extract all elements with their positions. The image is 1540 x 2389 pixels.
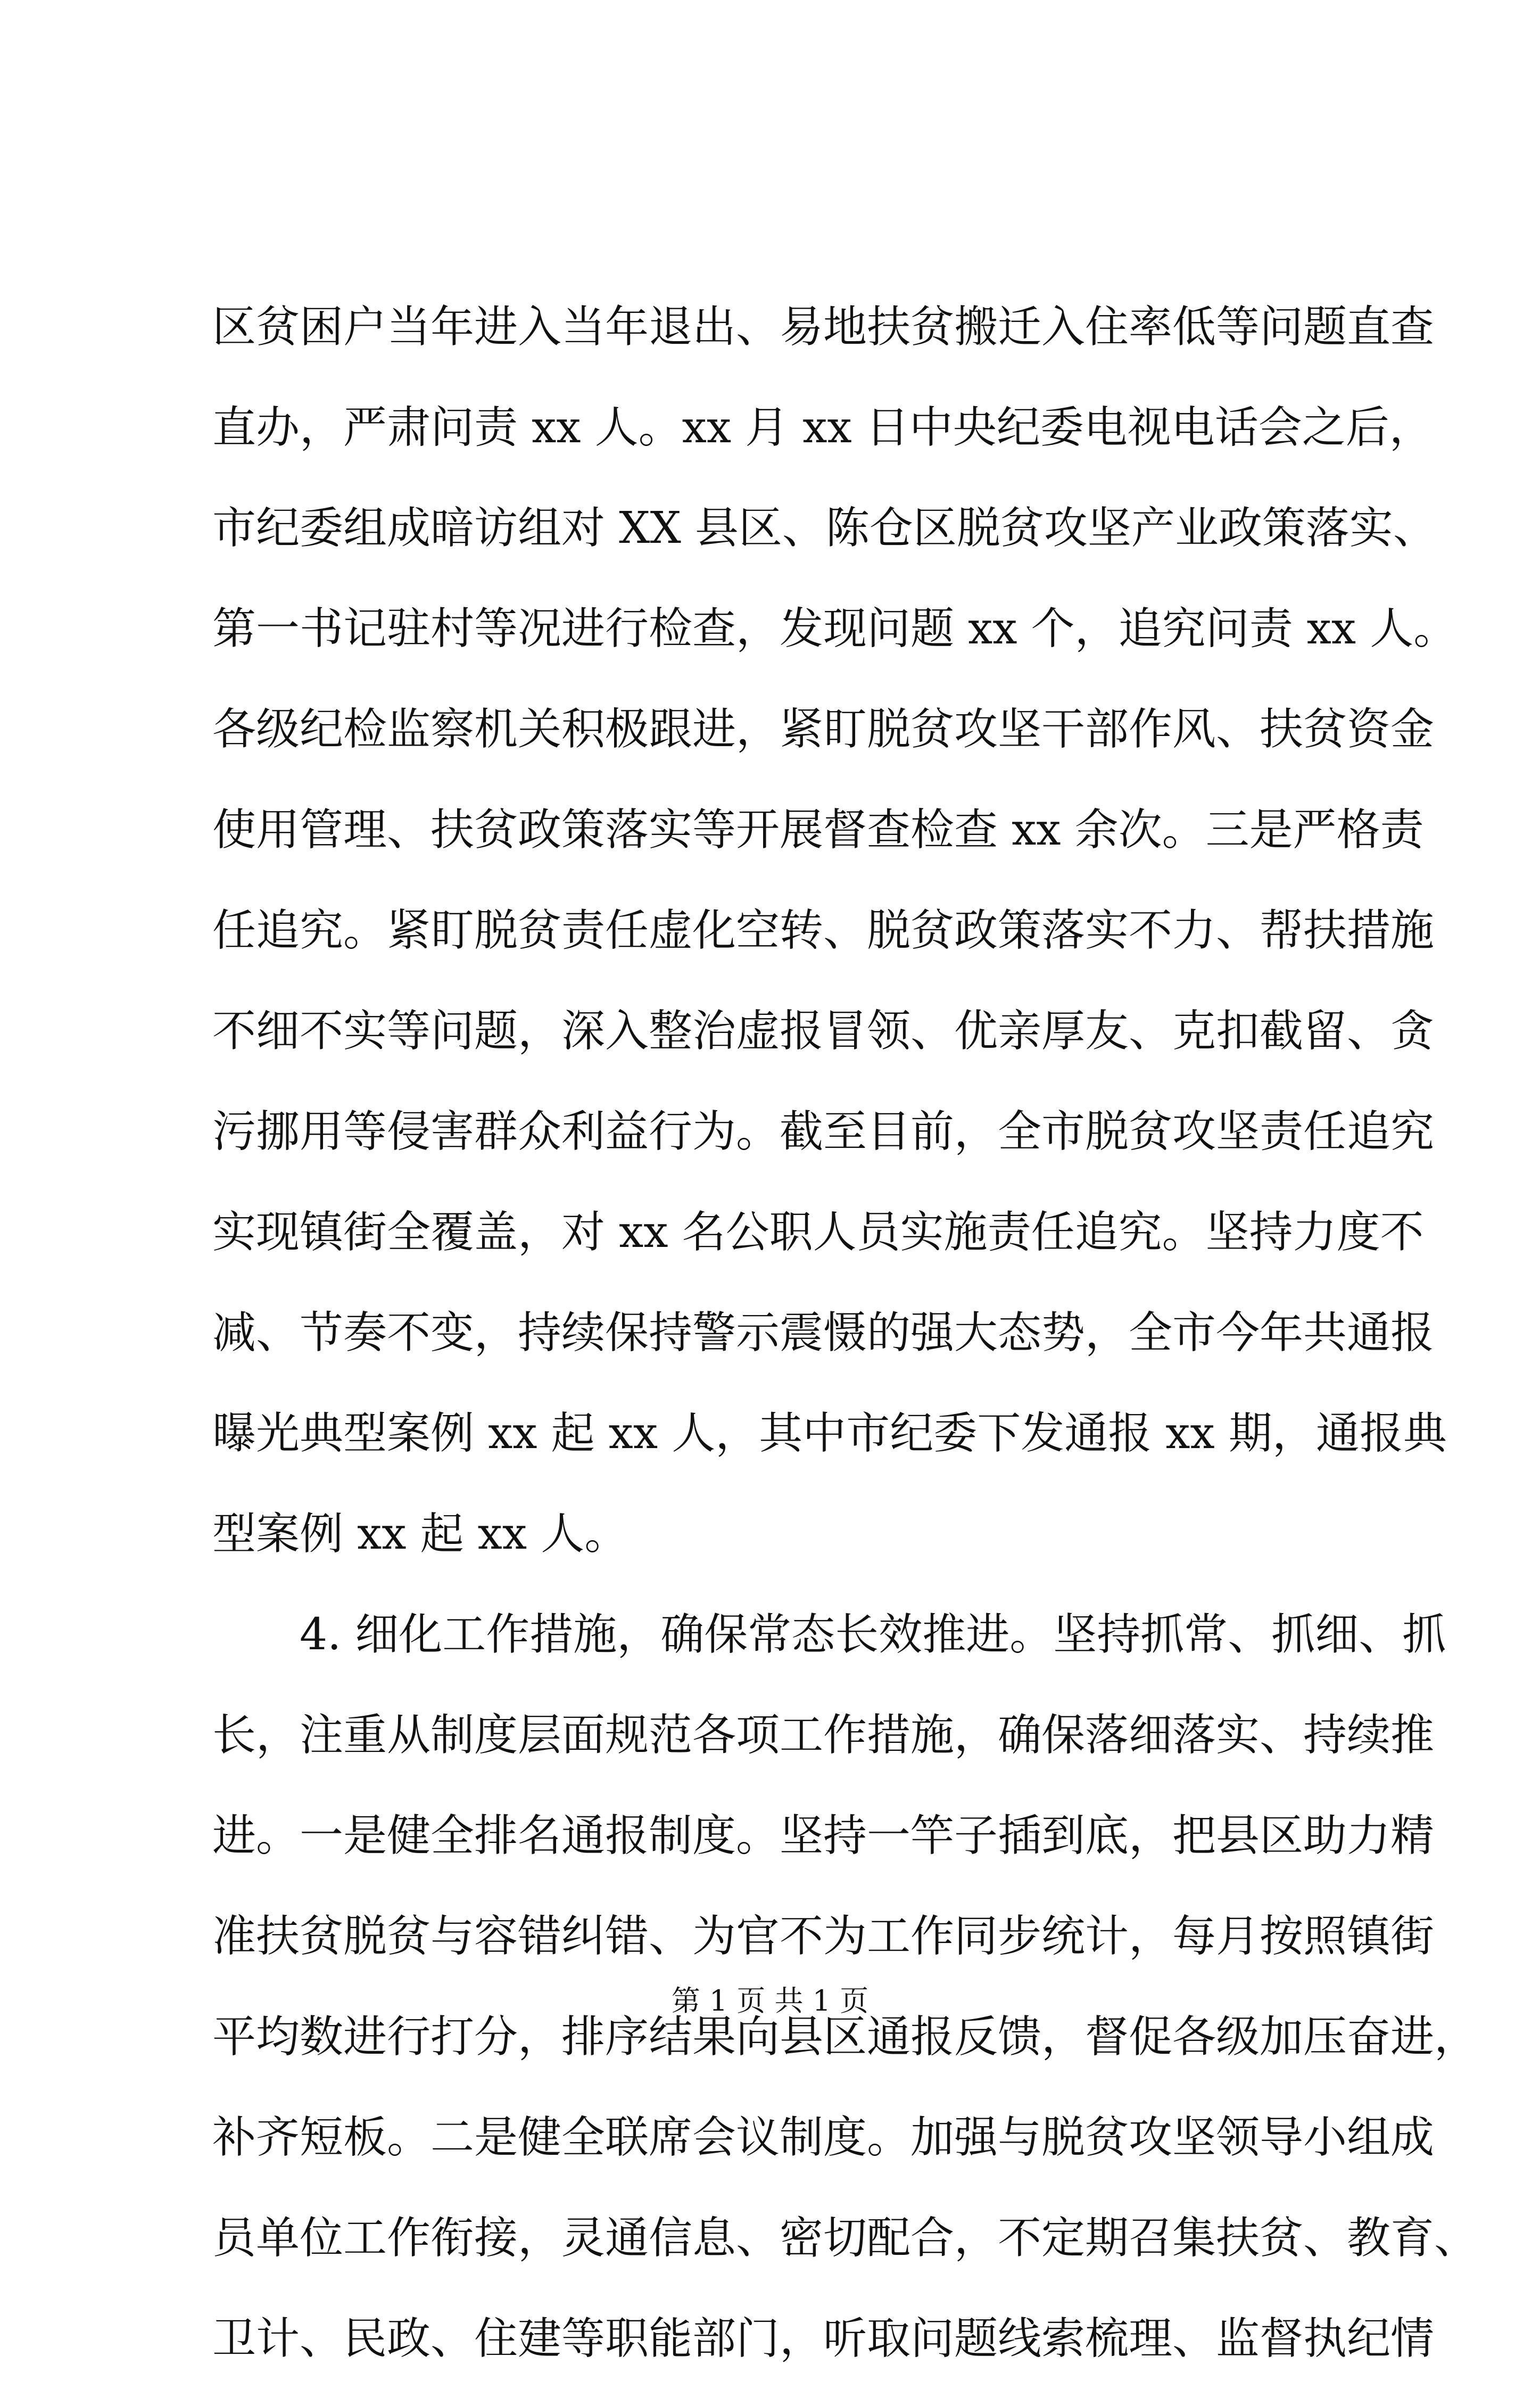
page-footer: 第 1 页 共 1 页 (671, 1984, 869, 2018)
text-line: 任追究。紧盯脱贫责任虚化空转、脱贫政策落实不力、帮扶措施 (212, 905, 1435, 956)
text-line: 进。一是健全排名通报制度。坚持一竿子插到底，把县区助力精 (212, 1811, 1435, 1861)
text-line: 补齐短板。二是健全联席会议制度。加强与脱贫攻坚领导小组成 (212, 2112, 1435, 2163)
text-line: 减、节奏不变，持续保持警示震慑的强大态势，全市今年共通报 (212, 1308, 1435, 1358)
text-line: 使用管理、扶贫政策落实等开展督查检查 xx 余次。三是严格责 (212, 805, 1424, 855)
text-line: 实现镇街全覆盖，对 xx 名公职人员实施责任追究。坚持力度不 (212, 1207, 1424, 1258)
text-line: 长，注重从制度层面规范各项工作措施，确保落细落实、持续推 (212, 1710, 1435, 1760)
text-line: 污挪用等侵害群众利益行为。截至目前，全市脱贫攻坚责任追究 (212, 1106, 1435, 1157)
text-line: 市纪委组成暗访组对 XX 县区、陈仓区脱贫攻坚产业政策落实、 (212, 503, 1437, 553)
document-body (212, 277, 1478, 2389)
text-line: 不细不实等问题，深入整治虚报冒领、优亲厚友、克扣截留、贪 (212, 1006, 1435, 1056)
text-line: 型案例 xx 起 xx 人。 (212, 1509, 628, 1559)
text-line: 各级纪检监察机关积极跟进，紧盯脱贫攻坚干部作风、扶贫资金 (212, 704, 1435, 755)
text-line: 准扶贫脱贫与容错纠错、为官不为工作同步统计，每月按照镇街 (212, 1911, 1435, 1962)
paragraph-start-line: 4. 细化工作措施，确保常态长效推进。坚持抓常、抓细、抓 (300, 1609, 1446, 1660)
text-line: 区贫困户当年进入当年退出、易地扶贫搬迁入住率低等问题直查 (212, 302, 1435, 352)
text-line: 直办，严肃问责 xx 人。xx 月 xx 日中央纪委电视电话会之后， (212, 402, 1433, 453)
text-line: 员单位工作衔接，灵通信息、密切配合，不定期召集扶贫、教育、 (212, 2213, 1478, 2263)
text-line: 曝光典型案例 xx 起 xx 人，其中市纪委下发通报 xx 期，通报典 (212, 1408, 1447, 1459)
text-line: 卫计、民政、住建等职能部门，听取问题线索梳理、监督执纪情 (212, 2313, 1435, 2364)
text-line: 平均数进行打分，排序结果向县区通报反馈，督促各级加压奋进， (212, 2012, 1478, 2062)
text-line: 第一书记驻村等况进行检查，发现问题 xx 个，追究问责 xx 人。 (212, 604, 1458, 654)
